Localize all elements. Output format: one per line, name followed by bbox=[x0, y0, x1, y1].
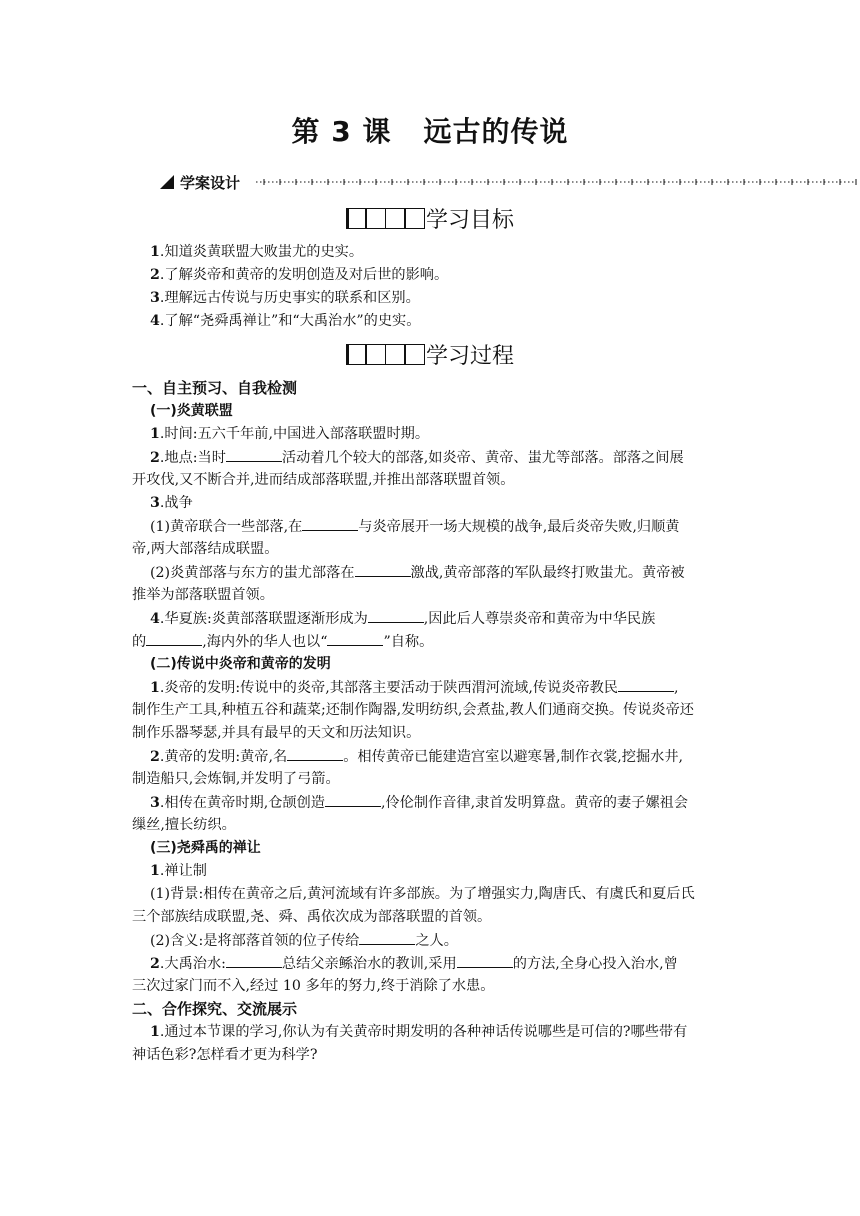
paragraph: 1.通过本节课的学习,你认为有关黄帝时期发明的各种神话传说哪些是可信的?哪些带有 bbox=[150, 1024, 688, 1040]
goal-item: 1.知道炎黄联盟大败蚩尤的史实。 bbox=[150, 244, 364, 260]
paragraph-cont: 制作乐器琴瑟,并具有最早的天文和历法知识。 bbox=[132, 725, 421, 741]
paragraph-cont: 神话色彩?怎样看才更为科学? bbox=[132, 1047, 318, 1063]
box-decoration bbox=[346, 344, 424, 365]
paragraph-cont: 制作生产工具,种植五谷和蔬菜;还制作陶器,发明纺织,会煮盐,教人们通商交换。传说炎帝还 bbox=[132, 702, 694, 718]
paragraph: 2.黄帝的发明:黄帝,名 。相传黄帝已能建造宫室以避寒暑,制作衣裳,挖掘水井, bbox=[150, 746, 750, 767]
goals-heading-text: 学习目标 bbox=[425, 207, 514, 233]
paragraph: 2.大禹治水: 总结父亲鲧治水的教训,采用 的方法,全身心投入治水,曾 bbox=[150, 953, 750, 974]
page-title bbox=[0, 110, 860, 150]
subsection-heading: (三)尧舜禹的禅让 bbox=[150, 840, 261, 856]
blank-line[interactable] bbox=[355, 562, 411, 577]
paragraph-cont: 制造船只,会炼铜,并发明了弓箭。 bbox=[132, 771, 340, 787]
blank-line[interactable] bbox=[226, 953, 282, 968]
blank-line[interactable] bbox=[226, 447, 282, 462]
lesson-name: 远古的传说 bbox=[423, 115, 569, 148]
paragraph-cont: 的 ,海内外的华人也以“ ”自称。 bbox=[132, 631, 732, 652]
design-section-bar bbox=[160, 172, 860, 192]
subsection-heading: (一)炎黄联盟 bbox=[150, 403, 233, 419]
paragraph: (1)背景:相传在黄帝之后,黄河流域有许多部族。为了增强实力,陶唐氏、有虞氏和夏后氏 bbox=[150, 886, 695, 902]
paragraph: 4.华夏族:炎黄部落联盟逐渐形成为 ,因此后人尊崇炎帝和黄帝为中华民族 bbox=[150, 608, 750, 629]
paragraph-cont: 三次过家门而不入,经过 10 多年的努力,终于消除了水患。 bbox=[132, 978, 495, 994]
design-label: 学案设计 bbox=[180, 174, 241, 192]
triangle-icon bbox=[160, 175, 174, 189]
goal-item: 4.了解“尧舜禹禅让”和“大禹治水”的史实。 bbox=[150, 313, 421, 329]
goals-heading bbox=[0, 204, 860, 232]
blank-line[interactable] bbox=[359, 930, 415, 945]
goal-item: 3.理解远古传说与历史事实的联系和区别。 bbox=[150, 290, 420, 306]
blank-line[interactable] bbox=[327, 631, 383, 646]
subsection-heading: (二)传说中炎帝和黄帝的发明 bbox=[150, 656, 331, 672]
paragraph-cont: 推举为部落联盟首领。 bbox=[132, 587, 274, 603]
paragraph: 3.战争 bbox=[150, 495, 193, 511]
box-decoration bbox=[346, 208, 424, 229]
paragraph: 2.地点:当时 活动着几个较大的部落,如炎帝、黄帝、蚩尤等部落。部落之间展 bbox=[150, 447, 750, 468]
part2-heading: 二、合作探究、交流展示 bbox=[132, 1000, 298, 1018]
blank-line[interactable] bbox=[368, 608, 424, 623]
blank-line[interactable] bbox=[302, 516, 358, 531]
paragraph: 3.相传在黄帝时期,仓颉创造 ,伶伦制作音律,隶首发明算盘。黄帝的妻子嫘祖会 bbox=[150, 792, 750, 813]
blank-line[interactable] bbox=[457, 953, 513, 968]
paragraph: 1.炎帝的发明:传说中的炎帝,其部落主要活动于陕西渭河流域,传说炎帝教民 , bbox=[150, 677, 750, 698]
blank-line[interactable] bbox=[287, 746, 343, 761]
goal-item: 2.了解炎帝和黄帝的发明创造及对后世的影响。 bbox=[150, 267, 449, 283]
paragraph-cont: 开攻伐,又不断合并,进而结成部落联盟,并推出部落联盟首领。 bbox=[132, 472, 515, 488]
paragraph: 1.禅让制 bbox=[150, 863, 207, 879]
lesson-number: 第 3 课 bbox=[291, 115, 392, 148]
process-heading-text: 学习过程 bbox=[425, 343, 514, 369]
paragraph-cont: 缫丝,擅长纺织。 bbox=[132, 817, 236, 833]
process-heading bbox=[0, 340, 860, 368]
blank-line[interactable] bbox=[325, 792, 381, 807]
blank-line[interactable] bbox=[618, 677, 674, 692]
paragraph-cont: 三个部族结成联盟,尧、舜、禹依次成为部落联盟的首领。 bbox=[132, 909, 492, 925]
paragraph: 1.时间:五六千年前,中国进入部落联盟时期。 bbox=[150, 426, 430, 442]
paragraph-cont: 帝,两大部落结成联盟。 bbox=[132, 541, 279, 557]
paragraph: (1)黄帝联合一些部落,在 与炎帝展开一场大规模的战争,最后炎帝失败,归顺黄 bbox=[150, 516, 750, 537]
paragraph: (2)炎黄部落与东方的蚩尤部落在 激战,黄帝部落的军队最终打败蚩尤。黄帝被 bbox=[150, 562, 750, 583]
part1-heading: 一、自主预习、自我检测 bbox=[132, 379, 298, 397]
dotted-rule bbox=[256, 172, 860, 192]
paragraph: (2)含义:是将部落首领的位子传给 之人。 bbox=[150, 930, 750, 951]
blank-line[interactable] bbox=[146, 631, 202, 646]
